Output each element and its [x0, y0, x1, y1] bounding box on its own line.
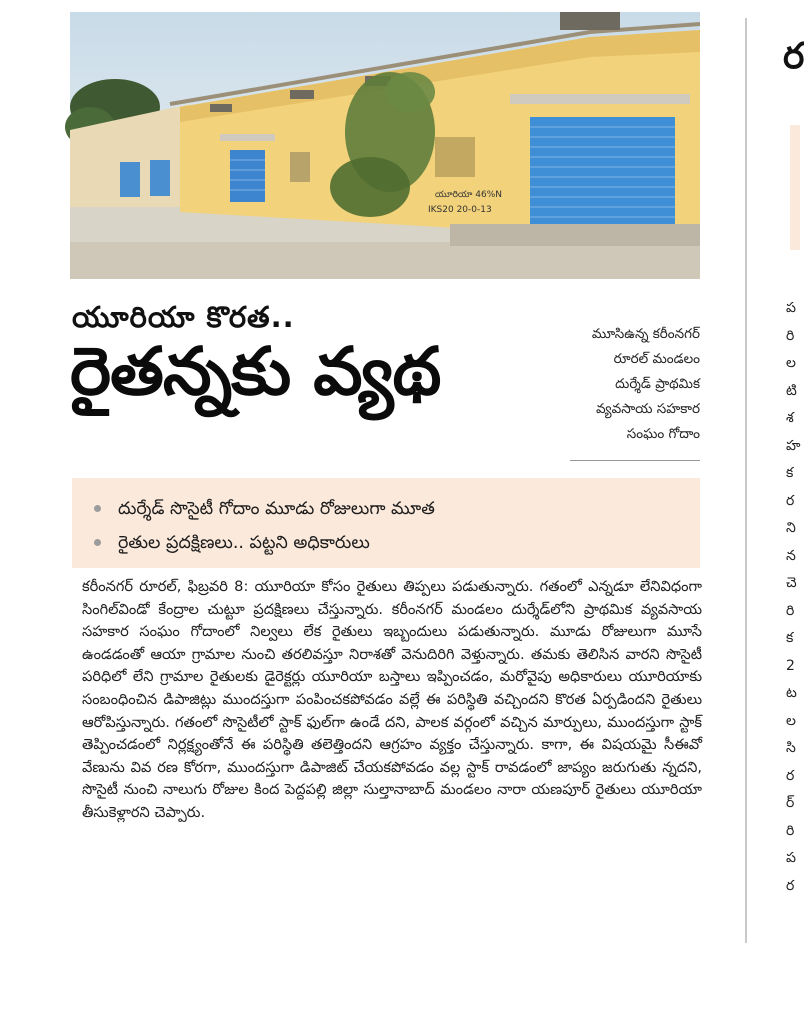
godown-photo-illustration [70, 12, 700, 279]
adjacent-article-glyph: రి [786, 327, 795, 344]
adjacent-article-glyph: క [786, 465, 794, 481]
highlight-item [92, 492, 700, 526]
adjacent-article-glyph: ర్ [786, 795, 795, 811]
article-kicker: యూరియా కొరత.. [72, 300, 295, 334]
caption-line: సంఘం గోదాం [626, 426, 700, 442]
adjacent-article-glyph: ల [786, 355, 796, 371]
adjacent-article-highlight-box [790, 125, 800, 250]
wall-code: IKS20 20-0-13 [428, 205, 492, 215]
caption-line: వ్యవసాయ సహకార [595, 401, 700, 417]
adjacent-article-glyph: ట [786, 685, 797, 701]
column-divider [745, 18, 747, 943]
highlight-item [92, 526, 700, 560]
adjacent-article-glyph: టి [786, 382, 797, 399]
bullet-icon [94, 505, 101, 512]
caption-line: మూసిఉన్న కరీంనగర్ [591, 326, 700, 342]
adjacent-article-glyph: ర [786, 877, 795, 894]
adjacent-article-glyph: 2 [786, 657, 795, 674]
adjacent-article-glyph: రి [786, 822, 795, 839]
adjacent-article-glyph: ర [786, 767, 795, 784]
bullet-icon [94, 539, 101, 546]
highlight-text: రైతుల ప్రదక్షిణలు.. పట్టని అధికారులు [118, 533, 370, 553]
highlights-box [72, 478, 700, 568]
wall-sign: యూరియా 46%N [435, 190, 502, 200]
article-headline: రైతన్నకు వ్యథ [70, 333, 441, 410]
adjacent-article-glyph: ల [786, 712, 796, 729]
highlights-list [72, 478, 700, 560]
adjacent-article-glyph: న [786, 547, 796, 564]
adjacent-article-glyph: ప [786, 850, 796, 866]
adjacent-article-glyph: హ [786, 437, 801, 454]
adjacent-article-glyph: ప [786, 300, 796, 316]
adjacent-article-glyph: క [786, 630, 794, 646]
adjacent-article-glyph: సి [786, 740, 796, 756]
adjacent-article-glyph: రి [786, 602, 795, 619]
highlight-text: దుర్శేడ్ సొసైటీ గోదాం మూడు రోజులుగా మూత [118, 499, 435, 519]
caption-line: దుర్శేడ్ ప్రాథమిక [615, 376, 700, 392]
adjacent-article-glyph: శ [786, 410, 794, 426]
caption-divider [570, 460, 700, 461]
photo-caption [530, 322, 700, 447]
article-photo [70, 12, 700, 279]
caption-line: రూరల్ మండలం [613, 351, 700, 367]
adjacent-article-title-fragment: ర [783, 36, 804, 77]
adjacent-article-glyph: ని [786, 520, 796, 536]
adjacent-article-glyph: చె [786, 575, 797, 591]
adjacent-article-glyph: ర [786, 492, 795, 509]
article-body: కరీంనగర్ రూరల్, ఫిబ్రవరి 8: యూరియా కోసం రైతులు తిప్పలు పడుతున్నారు. గతంలో ఎన్నడూ లేనివిధంగా సింగిల్‌విండో కేంద్రాల చుట్టూ ప్రదక్షిణలు చేస్తున్నారు. కరీంనగర్ మండలం దుర్శేడ్‌లోని ప్రాథమిక వ్యవసాయ సహకార సంఘం గోదాంలో నిల్వలు లేక రైతులు ఇబ్బందులు పడుతున్నారు. మూడు రోజులుగా మూసే ఉండడంతో ఆయా గ్రామాల నుంచి తరలివస్తూ నిరాశతో వెనుదిరిగి వెళ్తున్నారు. తమకు తెలిసిన వారని సొసైటీ పరిధిలో లేని గ్రామాల రైతులకు డైరెక్టర్లు యూరియా బస్తాలు ఇప్పించడం, మరోవైపు అధికారులు యూరియాకు సంబంధించిన డిపాజిట్లు ముందస్తుగా పంపించకపోవడం వల్లే ఈ పరిస్థితి వచ్చిందని కొరత ఏర్పడిందని రైతులు ఆరోపిస్తున్నారు. గతంలో సొసైటీలో స్టాక్ ఫుల్‌గా ఉండే దని, పాలక వర్గంలో వచ్చిన మార్పులు, ముందస్తుగా స్టాక్ తెప్పించడంలో నిర్లక్ష్యంతోనే ఈ పరిస్థితి తలెత్తిందని ఆగ్రహం వ్యక్తం చేస్తున్నారు. కాగా, ఈ విషయమై సీఈవో వేణును వివ రణ కోరగా, ముందస్తుగా డిపాజిట్ చేయకపోవడం వల్ల స్టాక్ రావడంలో జాప్యం జరుగుతు న్నదని, సొసైటీ నుంచి నాలుగు రోజుల కింద పెద్దపల్లి జిల్లా సుల్తానాబాద్ మండలం నారా యణపూర్ రైతులు యూరియా తీసుకెళ్లారని చెప్పారు. [82, 578, 702, 821]
